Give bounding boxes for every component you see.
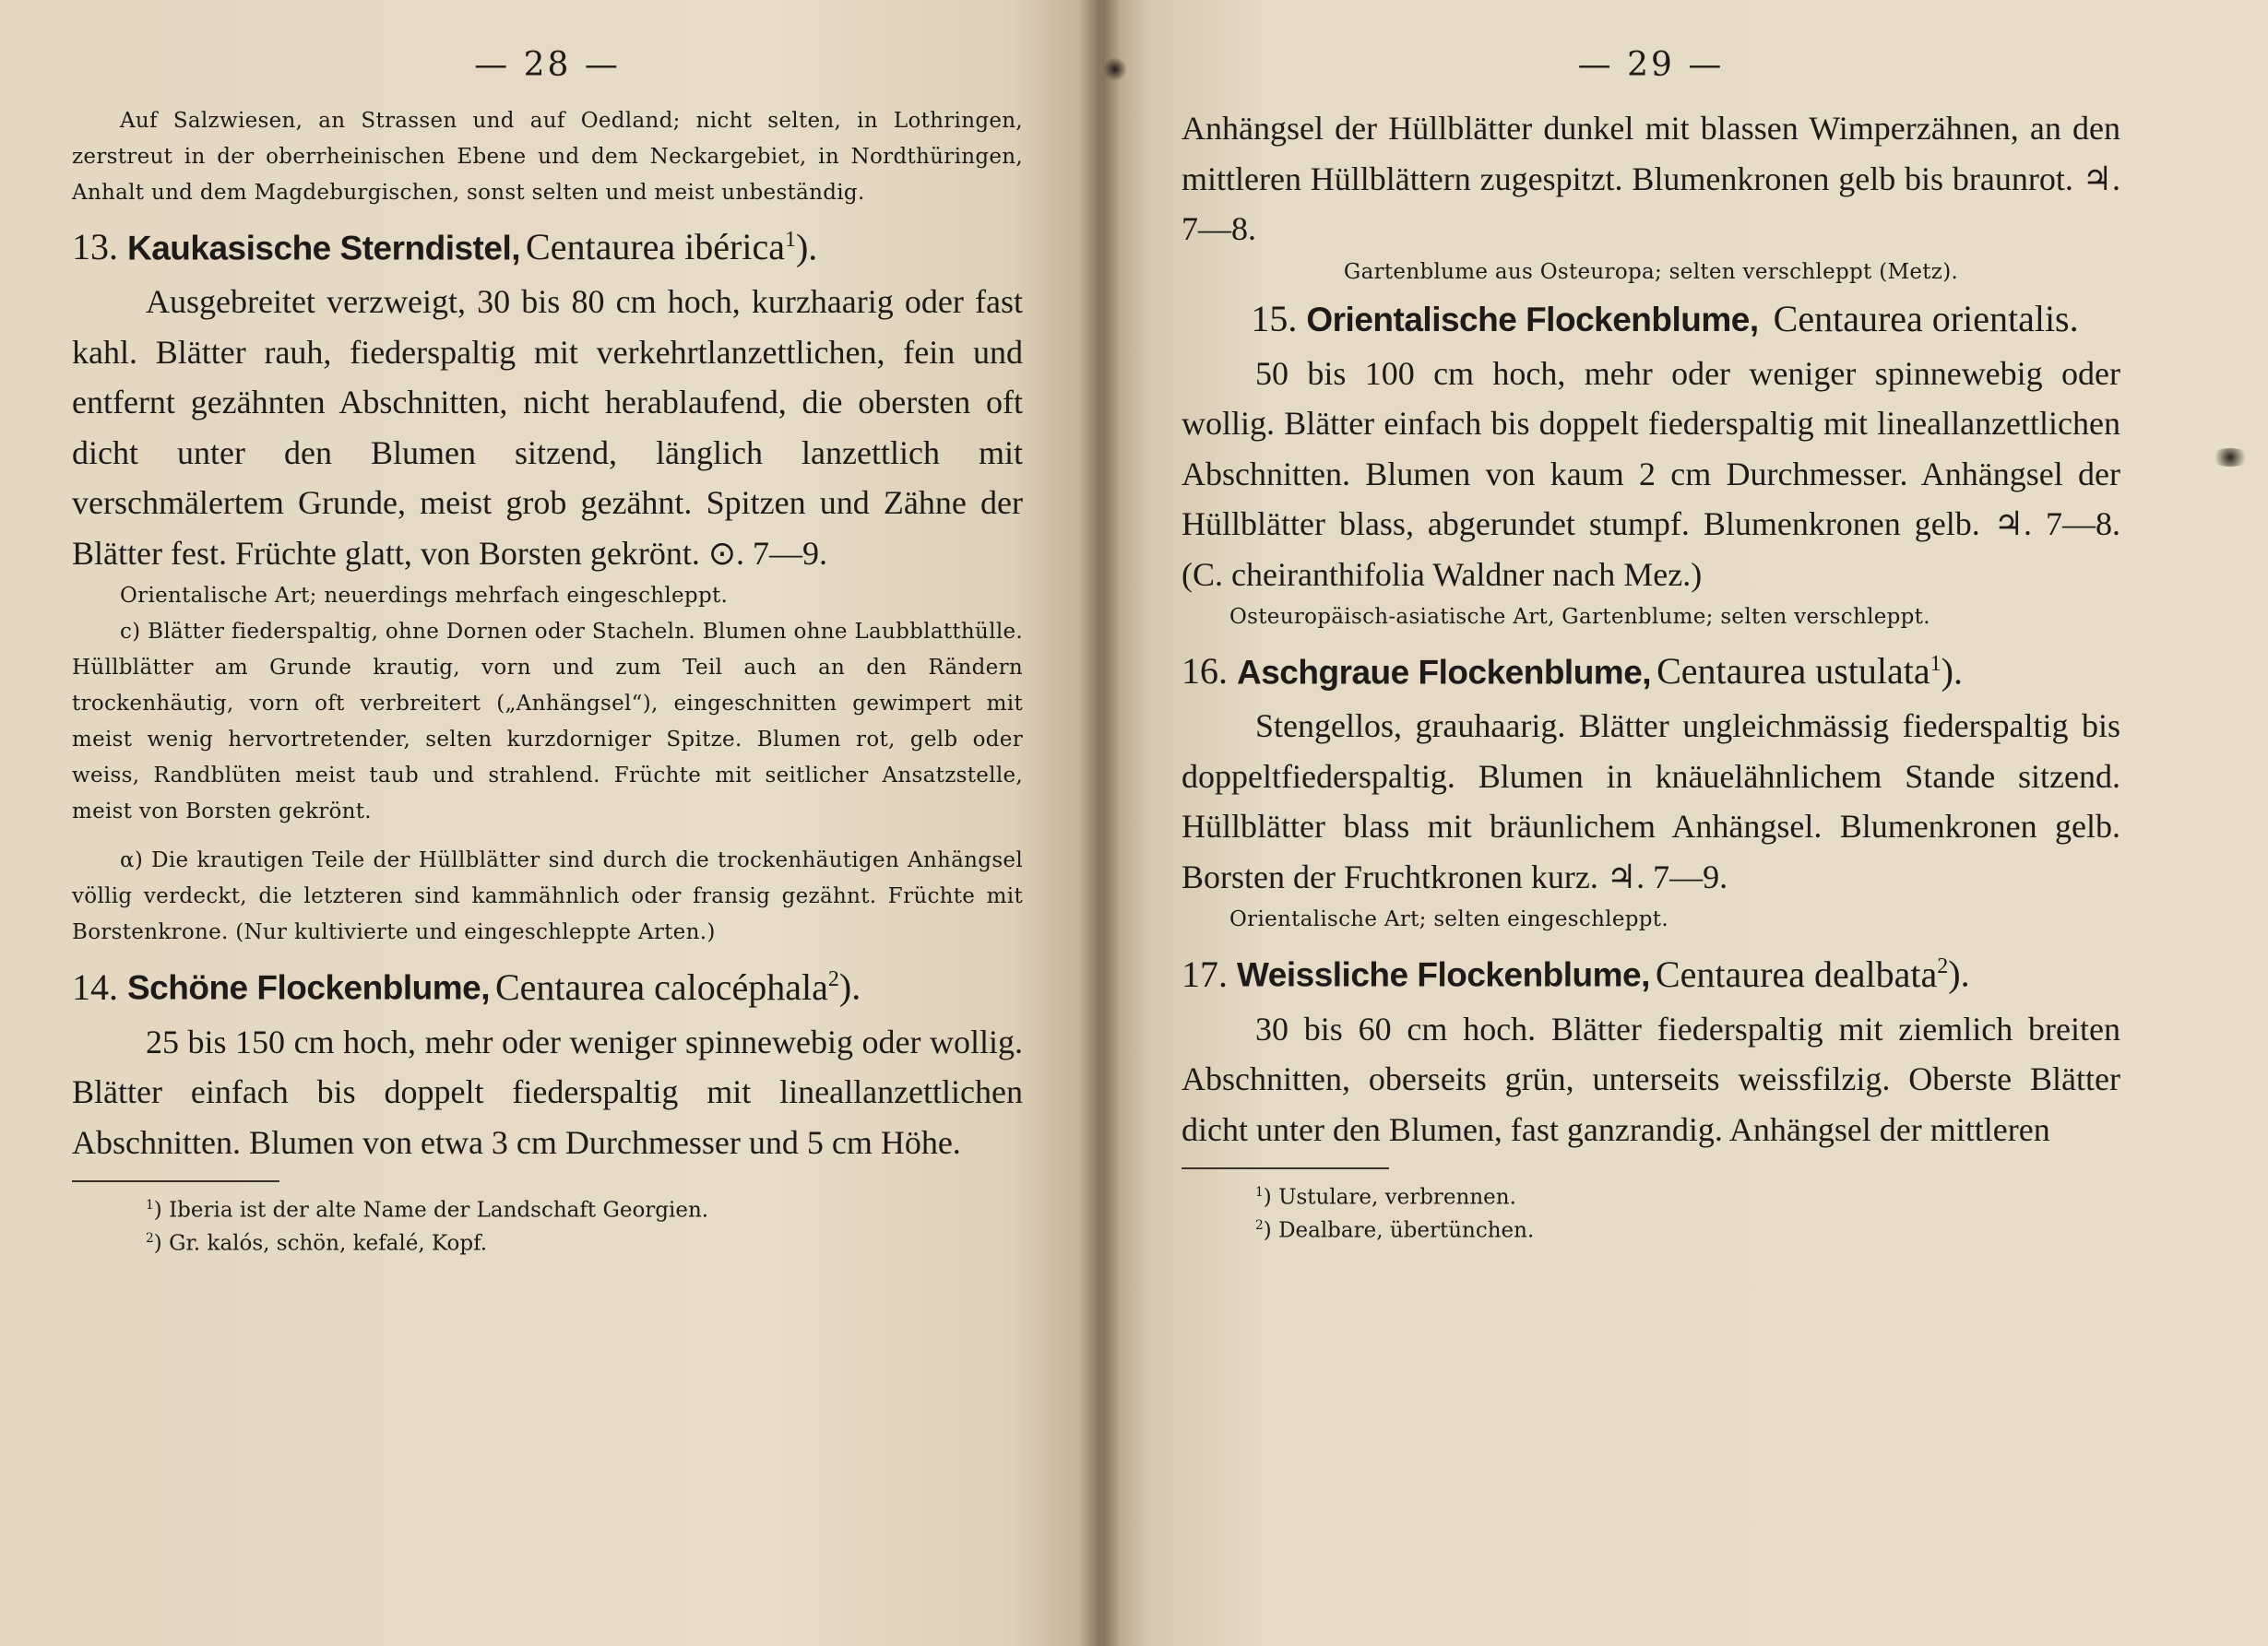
species-description-14: 25 bis 150 cm hoch, mehr oder weniger spinnewebig oder wollig. Blätter einfach bis doppelt fiederspaltig mit lineallanzettlichen Abschnitten. Blumen von etwa 3 cm Durchmesser und 5 cm Höhe. bbox=[72, 1023, 1023, 1161]
footnote-ref: 2 bbox=[1937, 954, 1949, 979]
page-number: — 29 — bbox=[1577, 46, 1725, 84]
distribution-note-16: Orientalische Art; selten eingeschleppt. bbox=[1229, 907, 1668, 932]
ink-spot bbox=[1103, 57, 1127, 81]
latin-name: Centaurea orientalis. bbox=[1773, 297, 2079, 339]
german-name: Schöne Flockenblume, bbox=[127, 968, 490, 1007]
species-description-16: Stengellos, grauhaarig. Blätter ungleichmässig fiederspaltig bis doppeltfiederspaltig. Blumen in knäuelähnlichem Stande sitzend. Hüllblätter blass mit bräunlichem Anhängsel. Blumenkronen gelb. Borsten der Fruchtkronen kurz. ♃. 7—9. bbox=[1181, 707, 2120, 895]
species-heading-14 bbox=[72, 953, 1023, 1014]
entry-number: 15. bbox=[1251, 297, 1298, 339]
latin-name: Centaurea ibérica bbox=[526, 226, 785, 268]
right-page bbox=[1102, 0, 2268, 1646]
entry-number: 13. bbox=[72, 226, 118, 268]
entry-number: 16. bbox=[1181, 650, 1228, 693]
species-description-17: 30 bis 60 cm hoch. Blätter fiederspaltig mit ziemlich breiten Abschnitten, oberseits grün, unterseits weissfilzig. Oberste Blätter dicht unter den Blumen, fast ganzrandig. Anhängsel der mittleren bbox=[1181, 1010, 2120, 1148]
heading-tail: ). bbox=[1948, 953, 1970, 995]
heading-tail: ). bbox=[838, 965, 861, 1008]
distribution-note-14: Gartenblume aus Osteuropa; selten verschleppt (Metz). bbox=[1343, 259, 1959, 284]
footnote-divider bbox=[72, 1180, 279, 1182]
footnote: $^2$) Gr. kalós, schön, kefalé, Kopf. bbox=[146, 1230, 488, 1256]
species-description-13: Ausgebreitet verzweigt, 30 bis 80 cm hoch, kurzhaarig oder fast kahl. Blätter rauh, fiederspaltig mit verkehrtlanzettlichen, fein und entfernt gezähnten Abschnitten, nicht herablaufend, die obersten oft dicht unter den Blumen sitzend, länglich lanzettlich mit verschmälertem Grunde, meist grob gezähnt. Spitzen und Zähne der Blätter fest. Früchte glatt, von Borsten gekrönt. ⊙. 7—9. bbox=[72, 283, 1023, 572]
ink-spot bbox=[2210, 448, 2250, 467]
heading-tail: ). bbox=[1941, 650, 1963, 693]
footnote-divider bbox=[1181, 1167, 1389, 1169]
footnote: $^2$) Dealbare, übertünchen. bbox=[1255, 1217, 1535, 1243]
habitat-note: Auf Salzwiesen, an Strassen und auf Oedland; nicht selten, in Lothringen, zerstreut in der oberrheinischen Ebene und dem Neckargebiet, in Nordthüringen, Anhalt und dem Magdeburgischen, sonst selten und meist unbeständig. bbox=[72, 109, 1023, 205]
footnote: $^1$) Ustulare, verbrennen. bbox=[1255, 1185, 1516, 1210]
page-number: — 28 — bbox=[474, 46, 621, 84]
entry-number: 14. bbox=[72, 965, 118, 1008]
german-name: Weissliche Flockenblume, bbox=[1237, 955, 1650, 994]
heading-tail: ). bbox=[795, 226, 818, 268]
distribution-note-15: Osteuropäisch-asiatische Art, Gartenblume; selten verschleppt. bbox=[1229, 605, 1930, 629]
species-heading-17 bbox=[1181, 940, 2120, 1001]
german-name: Aschgraue Flockenblume, bbox=[1237, 653, 1652, 692]
distribution-note-13: Orientalische Art; neuerdings mehrfach eingeschleppt. bbox=[120, 584, 729, 609]
left-page bbox=[0, 0, 1102, 1646]
species-description-15: 50 bis 100 cm hoch, mehr oder weniger spinnewebig oder wollig. Blätter einfach bis doppelt fiederspaltig mit lineallanzettlichen Abschnitten. Blumen von kaum 2 cm Durchmesser. Anhängsel der Hüllblätter blass, abgerundet stumpf. Blumenkronen gelb. ♃. 7—8. (C. cheiranthifolia Waldner nach Mez.) bbox=[1181, 354, 2120, 593]
species-heading-15 bbox=[1181, 292, 2120, 347]
footnote-ref: 1 bbox=[784, 228, 796, 252]
footnote: $^1$) Iberia ist der alte Name der Landschaft Georgien. bbox=[146, 1198, 709, 1223]
footnote-ref: 1 bbox=[1930, 652, 1941, 676]
continued-description: Anhängsel der Hüllblätter dunkel mit blassen Wimperzähnen, an den mittleren Hüllblättern zugespitzt. Blumenkronen gelb bis braunrot. ♃. 7—8. bbox=[1181, 110, 2120, 247]
german-name: Kaukasische Sterndistel, bbox=[127, 229, 521, 267]
latin-name: Centaurea calocéphala bbox=[494, 965, 828, 1008]
species-heading-13 bbox=[72, 213, 1023, 275]
group-c-description: c) Blätter fiederspaltig, ohne Dornen oder Stacheln. Blumen ohne Laubblatthülle. Hüllblätter am Grunde krautig, vorn und zum Teil auch an den Rändern trockenhäutig, vorn oft verbreitert („Anhängsel“), eingeschnitten gewimpert mit meist wenig hervortretender, selten kurzdorniger Spitze. Blumen rot, gelb oder weiss, Randblüten meist taub und strahlend. Früchte mit seitlicher Ansatzstelle, meist von Borsten gekrönt. bbox=[72, 620, 1023, 824]
german-name: Orientalische Flockenblume, bbox=[1306, 300, 1759, 338]
latin-name: Centaurea ustulata bbox=[1656, 650, 1930, 693]
group-alpha-description: α) Die krautigen Teile der Hüllblätter sind durch die trockenhäutigen Anhängsel völlig verdeckt, die letzteren sind kammähnlich oder fransig gezähnt. Früchte mit Borstenkrone. (Nur kultivierte und eingeschleppte Arten.) bbox=[72, 848, 1023, 945]
entry-number: 17. bbox=[1181, 953, 1228, 995]
book-gutter bbox=[1079, 0, 1121, 1646]
species-heading-16 bbox=[1181, 637, 2120, 699]
latin-name: Centaurea dealbata bbox=[1655, 953, 1938, 995]
footnote-ref: 2 bbox=[827, 967, 839, 992]
